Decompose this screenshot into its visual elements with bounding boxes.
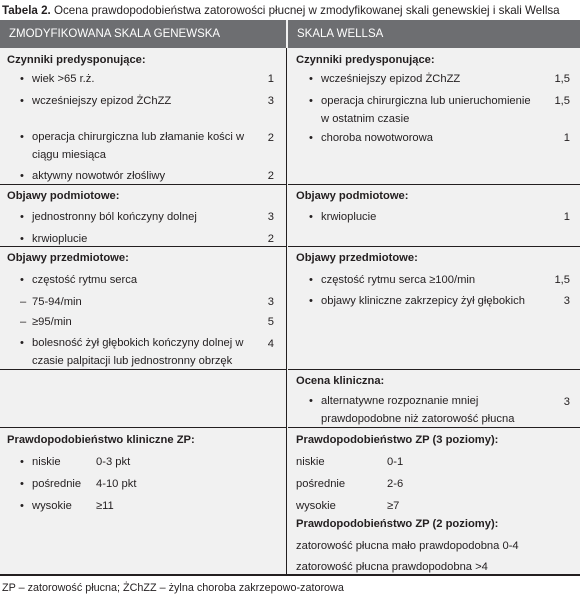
geneva-score: 2 xyxy=(267,170,274,182)
table-footnote: ZP – zatorowość płucna; ŻChZZ – żylna choroba zakrzepowo-zatorowa xyxy=(2,582,344,594)
wells-score: 1 xyxy=(563,211,570,223)
wells-probability-range: 0-1 xyxy=(387,456,404,468)
wells-probability-label: pośrednie xyxy=(296,478,346,490)
geneva-probability-label: • niskie xyxy=(32,452,61,472)
row-divider xyxy=(288,246,580,247)
header-wells: SKALA WELLSA xyxy=(288,20,580,48)
geneva-item: • wcześniejszy epizod ŻChZZ xyxy=(32,91,252,111)
geneva-score: 2 xyxy=(267,233,274,245)
geneva-subitem: – ≥95/min xyxy=(32,312,232,332)
wells-item: • operacja chirurgiczna lub unieruchomienie w ostatnim czasie xyxy=(321,92,536,128)
wells-probability-range: ≥7 xyxy=(387,500,400,512)
geneva-symptoms-heading: Objawy podmiotowe: xyxy=(7,190,120,202)
wells-probability-label: wysokie xyxy=(296,500,336,512)
wells-probability-range: 2-6 xyxy=(387,478,404,490)
row-divider xyxy=(0,427,286,428)
geneva-probability-label: • wysokie xyxy=(32,496,72,516)
column-divider xyxy=(286,48,287,574)
geneva-score: 1 xyxy=(267,73,274,85)
geneva-signs-heading: Objawy przedmiotowe: xyxy=(7,252,129,264)
geneva-probability-range: 4-10 pkt xyxy=(96,478,137,490)
wells-symptoms-heading: Objawy podmiotowe: xyxy=(296,190,409,202)
wells-score: 1 xyxy=(563,132,570,144)
wells-item: • krwioplucie xyxy=(321,207,541,227)
geneva-probability-range: 0-3 pkt xyxy=(96,456,131,468)
geneva-item: • bolesność żył głębokich kończyny dolnej w czasie palpitacji lub jednostronny obrzęk xyxy=(32,334,257,370)
wells-item: • wcześniejszy epizod ŻChZZ xyxy=(321,69,541,89)
wells-item: • objawy kliniczne zakrzepicy żył głębokich xyxy=(321,291,541,311)
wells-score: 1,5 xyxy=(554,274,570,286)
geneva-item: • częstość rytmu serca xyxy=(32,270,252,290)
wells-signs-heading: Objawy przedmiotowe: xyxy=(296,252,418,264)
row-divider xyxy=(288,369,580,370)
wells-score: 1,5 xyxy=(554,95,570,107)
wells-probability3-heading: Prawdopodobieństwo ZP (3 poziomy): xyxy=(296,434,499,446)
geneva-probability-label: • pośrednie xyxy=(32,474,81,494)
geneva-probability-heading: Prawdopodobieństwo kliniczne ZP: xyxy=(7,434,195,446)
wells-probability2-item: zatorowość płucna mało prawdopodobna 0-4 xyxy=(296,540,519,552)
geneva-score: 5 xyxy=(267,316,274,328)
wells-probability2-heading: Prawdopodobieństwo ZP (2 poziomy): xyxy=(296,518,499,530)
geneva-score: 3 xyxy=(267,95,274,107)
geneva-score: 3 xyxy=(267,211,274,223)
geneva-item: • krwioplucie xyxy=(32,229,252,249)
scores-table xyxy=(0,20,580,576)
row-divider xyxy=(288,184,580,185)
wells-probability-label: niskie xyxy=(296,456,325,468)
geneva-item: • aktywny nowotwór złośliwy xyxy=(32,166,252,186)
wells-item: • częstość rytmu serca ≥100/min xyxy=(321,270,541,290)
geneva-item: • wiek >65 r.ż. xyxy=(32,69,252,89)
geneva-score: 4 xyxy=(267,338,274,350)
wells-score: 3 xyxy=(563,295,570,307)
caption-label: Tabela 2. xyxy=(2,4,51,17)
table-bottom-rule xyxy=(0,574,580,576)
geneva-score: 2 xyxy=(267,132,274,144)
geneva-predisposing-heading: Czynniki predysponujące: xyxy=(7,54,146,66)
table-caption xyxy=(2,4,560,17)
wells-score: 3 xyxy=(563,396,570,408)
geneva-subitem: – 75-94/min xyxy=(32,292,232,312)
geneva-item: • jednostronny ból kończyny dolnej xyxy=(32,207,252,227)
wells-item: • alternatywne rozpoznanie mniej prawdopodobne niż zatorowość płucna xyxy=(321,392,531,428)
wells-clinical-heading: Ocena kliniczna: xyxy=(296,375,385,387)
caption-text: Ocena prawdopodobieństwa zatorowości płucnej w zmodyfikowanej skali genewskiej i skali Wellsa xyxy=(50,4,560,17)
wells-probability2-item: zatorowość płucna prawdopodobna >4 xyxy=(296,561,488,573)
wells-predisposing-heading: Czynniki predysponujące: xyxy=(296,54,435,66)
wells-score: 1,5 xyxy=(554,73,570,85)
geneva-probability-range: ≥11 xyxy=(96,500,114,512)
geneva-item: • operacja chirurgiczna lub złamanie kości w ciągu miesiąca xyxy=(32,128,254,164)
geneva-score: 3 xyxy=(267,296,274,308)
header-geneva: ZMODYFIKOWANA SKALA GENEWSKA xyxy=(0,20,286,48)
wells-item: • choroba nowotworowa xyxy=(321,128,541,148)
